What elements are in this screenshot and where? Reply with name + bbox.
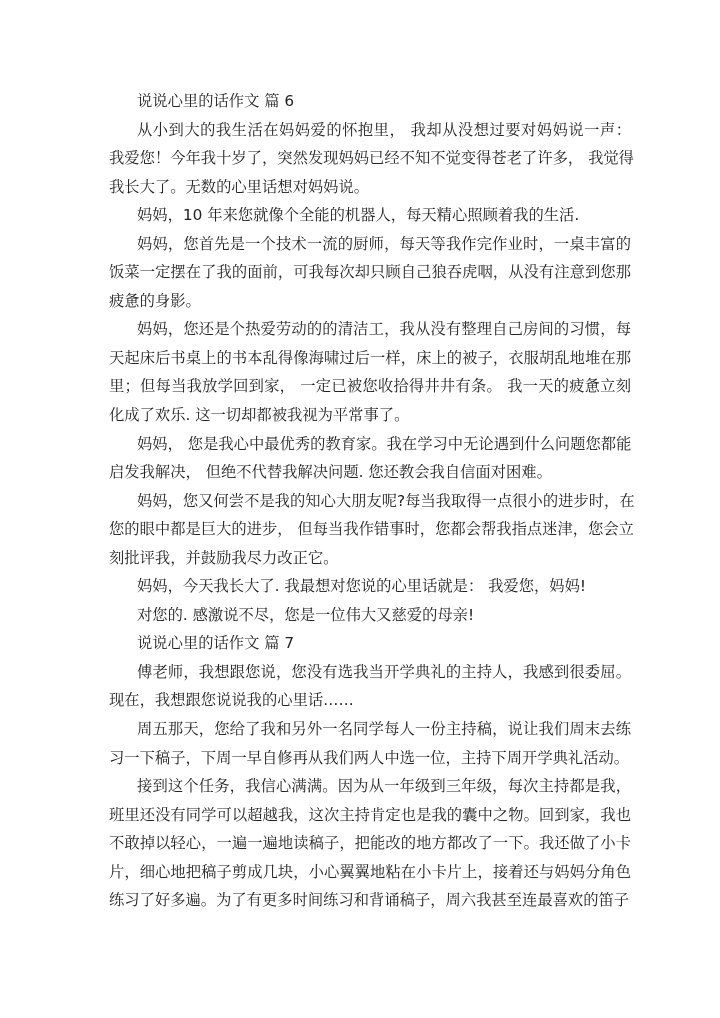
text-line: 接到这个任务，我信心满满。因为从一年级到三年级，每次主持都是我，	[137, 777, 631, 796]
text-line: 练习了好多遍。为了有更多时间练习和背诵稿子，周六我甚至连最喜欢的笛子	[109, 891, 630, 910]
paragraph	[109, 116, 634, 202]
text-line: 不敢掉以轻心，一遍一遍地读稿子，把能改的地方都改了一下。我还做了小卡	[109, 834, 631, 853]
paragraph	[109, 658, 631, 715]
document-body	[109, 87, 635, 915]
text-line: 里；但每当我放学回到家， 一定已被您收拾得井井有条。 我一天的疲惫立刻	[109, 377, 631, 396]
text-line: 对您的. 感激说不尽，您是一位伟大又慈爱的母亲!	[137, 605, 475, 624]
paragraph	[109, 572, 631, 601]
text-line: 片，细心地把稿子剪成几块，小心翼翼地粘在小卡片上，接着还与妈妈分角色	[109, 862, 631, 881]
text-line: 说说心里的话作文 篇 7	[137, 634, 295, 653]
text-line: 妈妈，今天我长大了. 我最想对您说的心里话就是： 我爱您，妈妈!	[137, 577, 587, 596]
text-line: 启发我解决， 但绝不代替我解决问题. 您还教会我自信面对困难。	[109, 463, 552, 482]
paragraph	[109, 772, 631, 915]
text-line: 您的眼中都是巨大的进步， 但每当我作错事时，您都会帮我指点迷津，您会立	[109, 520, 634, 539]
text-line: 我爱您！今年我十岁了，突然发现妈妈已经不知不觉变得苍老了许多， 我觉得	[109, 149, 634, 168]
text-line: 刻批评我，并鼓励我尽力改正它。	[109, 548, 339, 567]
text-line: 傅老师，我想跟您说，您没有选我当开学典礼的主持人，我感到很委屈。	[137, 662, 631, 681]
paragraph	[109, 230, 631, 316]
text-line: 说说心里的话作文 篇 6	[137, 92, 295, 110]
text-line: 我长大了。无数的心里话想对妈妈说。	[109, 177, 370, 196]
text-line: 饭菜一定摆在了我的面前，可我每次却只顾自己狼吞虎咽，从没有注意到您那	[109, 263, 631, 282]
paragraph	[109, 715, 631, 772]
text-line: 妈妈，10 年来您就像个全能的机器人，每天精心照顾着我的生活.	[137, 206, 580, 225]
section-heading	[109, 87, 631, 116]
text-line: 妈妈，您还是个热爱劳动的的清洁工，我从没有整理自己房间的习惯，每	[137, 320, 631, 339]
text-line: 化成了欢乐. 这一切却都被我视为平常事了。	[109, 406, 410, 425]
text-line: 班里还没有同学可以超越我，这次主持肯定也是我的囊中之物。回到家，我也	[109, 805, 631, 824]
text-line: 周五那天，您给了我和另外一名同学每人一份主持稿，说让我们周末去练	[137, 720, 631, 739]
text-line: 习一下稿子，下周一早自修再从我们两人中选一位，主持下周开学典礼活动。	[109, 748, 630, 767]
paragraph	[109, 315, 631, 429]
paragraph	[109, 430, 631, 487]
text-line: 妈妈，您首先是一个技术一流的厨师，每天等我作完作业时，一桌丰富的	[137, 234, 631, 253]
section-heading	[109, 629, 631, 658]
paragraph	[109, 201, 631, 230]
text-line: 妈妈， 您是我心中最优秀的教育家。我在学习中无论遇到什么问题您都能	[137, 434, 632, 453]
text-line: 天起床后书桌上的书本乱得像海啸过后一样，床上的被子，衣服胡乱地堆在那	[109, 348, 631, 367]
paragraph	[109, 601, 631, 630]
text-line: 疲惫的身影。	[109, 291, 201, 310]
text-line: 妈妈，您又何尝不是我的知心大朋友呢?每当我取得一点很小的进步时，在	[137, 491, 635, 510]
text-line: 现在，我想跟您说说我的心里话……	[109, 691, 354, 710]
text-line: 从小到大的我生活在妈妈爱的怀抱里， 我却从没想过要对妈妈说一声：	[137, 120, 631, 139]
paragraph	[109, 487, 635, 573]
